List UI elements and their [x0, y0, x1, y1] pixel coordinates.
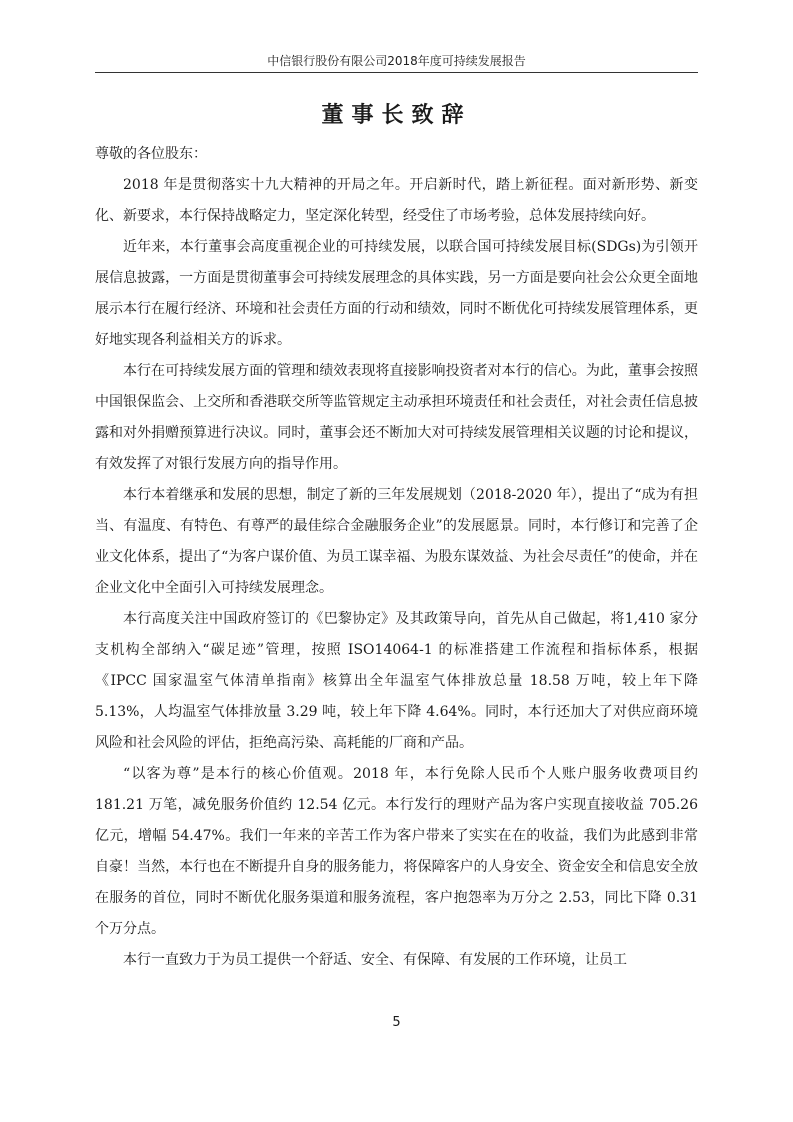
paragraph: 本行高度关注中国政府签订的《巴黎协定》及其政策导向，首先从自己做起，将1,410 家分支机构全部纳入“碳足迹”管理，按照 ISO14064-1 的标准搭建工作流程和指标体系，根据《IPCC 国家温室气体清单指南》核算出全年温室气体排放总量 18.58 万吨，较上年下降 5.13%，人均温室气体排放量 3.29 吨，较上年下降 4.64%。同时，本行还加大了对供应商环境风险和社会风险的评估，拒绝高污染、高耗能的厂商和产品。: [95, 611, 698, 751]
paragraph: 本行在可持续发展方面的管理和绩效表现将直接影响投资者对本行的信心。为此，董事会按照中国银保监会、上交所和香港联交所等监管规定主动承担环境责任和社会责任，对社会责任信息披露和对外捐赠预算进行决议。同时，董事会还不断加大对可持续发展管理相关议题的讨论和提议，有效发挥了对银行发展方向的指导作用。: [95, 363, 698, 472]
letter-body: [95, 139, 698, 976]
paragraph: 近年来，本行董事会高度重视企业的可持续发展，以联合国可持续发展目标(SDGs)为引领开展信息披露，一方面是贯彻董事会可持续发展理念的具体实践，另一方面是要向社会公众更全面地展示本行在履行经济、环境和社会责任方面的行动和绩效，同时不断优化可持续发展管理体系，更好地实现各利益相关方的诉求。: [95, 239, 698, 348]
header-divider: [95, 72, 698, 73]
paragraph: 2018 年是贯彻落实十九大精神的开局之年。开启新时代，踏上新征程。面对新形势、新变化、新要求，本行保持战略定力，坚定深化转型，经受住了市场考验，总体发展持续向好。: [95, 177, 698, 224]
paragraph: 本行本着继承和发展的思想，制定了新的三年发展规划（2018-2020 年），提出了“成为有担当、有温度、有特色、有尊严的最佳综合金融服务企业”的发展愿景。同时，本行修订和完善了企业文化体系，提出了“为客户谋价值、为员工谋幸福、为股东谋效益、为社会尽责任”的使命，并在企业文化中全面引入可持续发展理念。: [95, 487, 698, 596]
page-number: 5: [392, 1015, 401, 1030]
salutation: 尊敬的各位股东：: [95, 146, 207, 162]
paragraph: 本行一直致力于为员工提供一个舒适、安全、有保障、有发展的工作环境，让员工: [123, 952, 627, 968]
running-header: 中信银行股份有限公司2018年度可持续发展报告: [267, 54, 526, 68]
paragraph: “以客为尊”是本行的核心价值观。2018 年，本行免除人民币个人账户服务收费项目约 181.21 万笔，减免服务价值约 12.54 亿元。本行发行的理财产品为客户实现直接收益 705.26 亿元，增幅 54.47%。我们一年来的辛苦工作为客户带来了实实在在的收益，我们为此感到非常自豪！当然，本行也在不断提升自身的服务能力，将保障客户的人身安全、资金安全和信息安全放在服务的首位，同时不断优化服务渠道和服务流程，客户抱怨率为万分之 2.53，同比下降 0.31 个万分点。: [95, 766, 698, 937]
page-title: 董事长致辞: [321, 102, 472, 128]
